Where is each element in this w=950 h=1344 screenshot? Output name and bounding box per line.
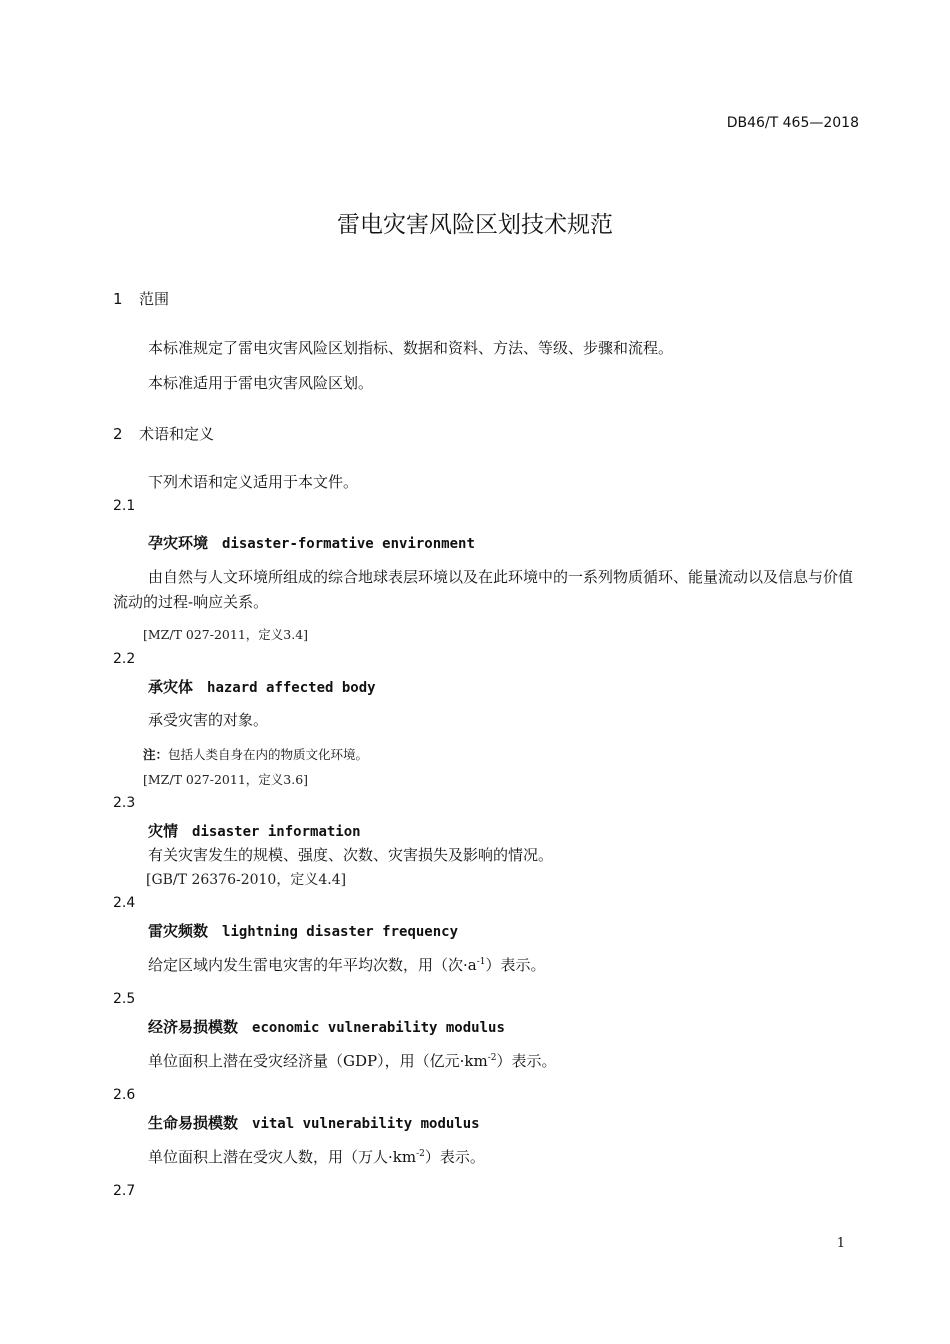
term-heading (148, 676, 376, 697)
term-en: disaster information (192, 824, 361, 840)
definition-text: 给定区域内发生雷电灾害的年平均次数，用（次·a (148, 956, 477, 974)
terms-intro: 下列术语和定义适用于本文件。 (148, 473, 359, 491)
note-label: 注： (143, 747, 169, 762)
definition-text: ）表示。 (485, 956, 546, 974)
section-number: 1 (113, 290, 123, 308)
term-definition: 承受灾害的对象。 (148, 711, 269, 729)
clause-number: 2.7 (113, 1183, 136, 1199)
document-title: 雷电灾害风险区划技术规范 (337, 212, 613, 238)
term-source: [MZ/T 027-2011，定义3.6] (143, 772, 309, 787)
unit-exponent: -1 (476, 957, 486, 967)
term-source: [MZ/T 027-2011，定义3.4] (143, 627, 309, 642)
note-text: 包括人类自身在内的物质文化环境。 (168, 747, 369, 762)
clause-number: 2.6 (113, 1087, 136, 1103)
term-heading (148, 1016, 505, 1037)
page-number: 1 (836, 1236, 845, 1251)
term-en: lightning disaster frequency (222, 924, 459, 940)
definition-text: ）表示。 (496, 1052, 557, 1070)
section-number: 2 (113, 425, 123, 443)
term-note (143, 745, 368, 763)
definition-text: ）表示。 (424, 1148, 485, 1166)
section-1-heading (113, 288, 169, 309)
term-definition (148, 1146, 485, 1167)
unit-exponent: -2 (487, 1053, 497, 1063)
term-en: disaster-formative environment (222, 536, 475, 552)
scope-paragraph-1: 本标准规定了雷电灾害风险区划指标、数据和资料、方法、等级、步骤和流程。 (148, 339, 674, 357)
term-cn: 雷灾频数 (148, 922, 209, 940)
term-definition: 有关灾害发生的规模、强度、次数、灾害损失及影响的情况。 (148, 846, 554, 864)
term-heading (148, 920, 458, 941)
term-source: [GB/T 26376-2010，定义4.4] (146, 872, 347, 888)
term-cn: 生命易损模数 (148, 1114, 239, 1132)
scope-paragraph-2: 本标准适用于雷电灾害风险区划。 (148, 374, 374, 392)
definition-text: 单位面积上潜在受灾人数，用（万人·km (148, 1148, 417, 1166)
term-definition: 由自然与人文环境所组成的综合地球表层环境以及在此环境中的一系列物质循环、能量流动以及信息与价值流动的过程-响应关系。 (113, 568, 854, 611)
term-heading (148, 1112, 480, 1133)
definition-text: 单位面积上潜在受灾经济量（GDP），用（亿元·km (148, 1052, 488, 1070)
clause-number: 2.3 (113, 795, 136, 811)
clause-number: 2.5 (113, 991, 136, 1007)
term-cn: 孕灾环境 (148, 534, 209, 552)
term-heading (148, 820, 361, 841)
term-definition (148, 954, 546, 975)
clause-number: 2.1 (113, 498, 136, 514)
term-en: hazard affected body (207, 680, 376, 696)
section-title: 范围 (139, 290, 170, 308)
clause-number: 2.4 (113, 895, 136, 911)
term-heading (148, 532, 475, 553)
term-cn: 灾情 (148, 822, 179, 840)
clause-number: 2.2 (113, 651, 136, 667)
document-code: DB46/T 465—2018 (726, 115, 859, 131)
unit-exponent: -2 (416, 1149, 425, 1159)
term-en: vital vulnerability modulus (252, 1116, 480, 1132)
term-en: economic vulnerability modulus (252, 1020, 505, 1036)
section-title: 术语和定义 (139, 425, 215, 443)
section-2-heading (113, 423, 214, 444)
term-cn: 承灾体 (148, 678, 194, 696)
term-definition (148, 1050, 556, 1071)
term-cn: 经济易损模数 (148, 1018, 239, 1036)
